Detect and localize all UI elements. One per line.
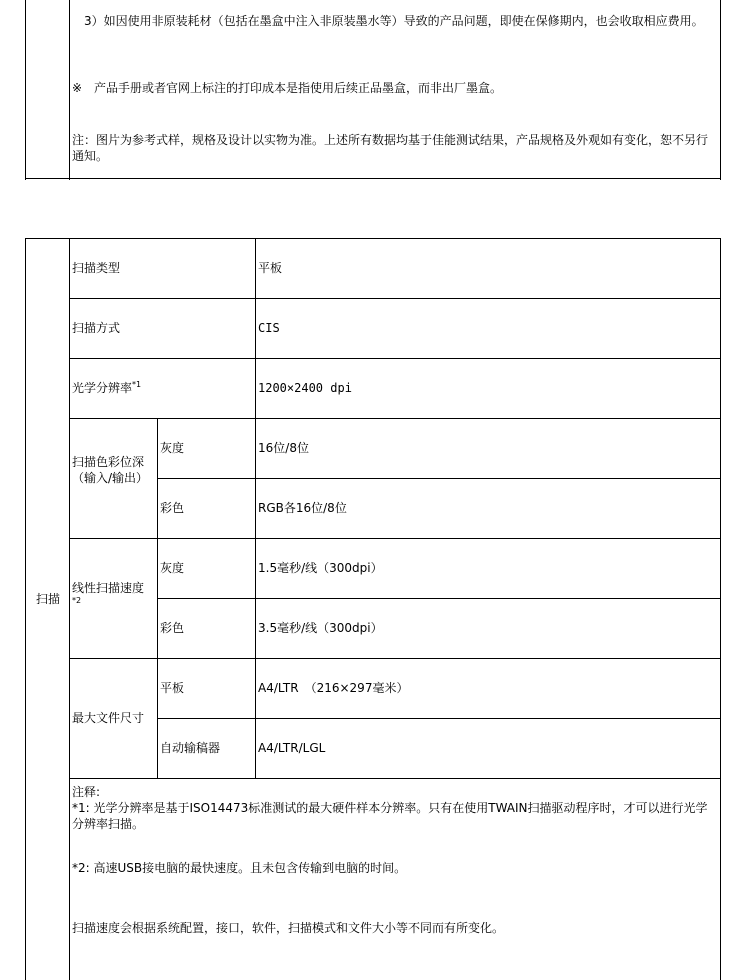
footnote-1: *1: 光学分辨率是基于ISO14473标准测试的最大硬件样本分辨率。只有在使用TWAIN扫描驱动程序时，才可以进行光学分辨率扫描。: [72, 801, 708, 831]
line-scan-speed-label: 线性扫描速度: [72, 581, 145, 595]
color-depth-label: 扫描色彩位深（输入/输出）: [72, 455, 149, 485]
section-label-scan: 扫描: [36, 592, 61, 606]
row-line-2: [69, 358, 721, 359]
optical-resolution-label: [72, 380, 141, 396]
color-value-depth: RGB各16位/8位: [258, 501, 347, 515]
optical-resolution-value: 1200×2400 dpi: [258, 381, 352, 395]
top-table-bottom-border: [25, 178, 721, 179]
scan-method-value: CIS: [258, 321, 280, 335]
scan-table-top-border: [25, 238, 721, 239]
row-line-7: [69, 658, 721, 659]
gray-label-speed: 灰度: [160, 561, 185, 575]
top-table-left-border: [25, 0, 26, 180]
note-non-genuine-supplies: 3）如因使用非原装耗材（包括在墨盒中注入非原装墨水等）导致的产品问题，即使在保修期内，也会收取相应费用。: [72, 14, 704, 28]
row-line-3: [69, 418, 721, 419]
scan-table-section-divider: [69, 238, 70, 980]
value-column-divider: [255, 238, 256, 778]
gray-label-depth: 灰度: [160, 441, 185, 455]
note-print-cost: ※ 产品手册或者官网上标注的打印成本是指使用后续正品墨盒，而非出厂墨盒。: [72, 81, 503, 95]
adf-label: 自动输稿器: [160, 741, 221, 755]
scan-method-label: 扫描方式: [72, 321, 121, 335]
color-value-speed: 3.5毫秒/线（300dpi）: [258, 621, 383, 635]
top-table-right-border: [720, 0, 721, 180]
adf-value: A4/LTR/LGL: [258, 741, 326, 755]
row-line-4: [157, 478, 721, 479]
scan-speed-note: 扫描速度会根据系统配置，接口，软件，扫描模式和文件大小等不同而有所变化。: [72, 921, 505, 935]
gray-value-depth: 16位/8位: [258, 441, 309, 455]
flatbed-value: A4/LTR （216×297毫米）: [258, 681, 409, 695]
footnote-ref-2: *2: [72, 596, 82, 605]
scan-table-left-border: [25, 238, 26, 980]
scan-table-right-border: [720, 238, 721, 980]
row-line-6: [157, 598, 721, 599]
top-notes-table: [0, 0, 750, 180]
optical-resolution-label-text: 光学分辨率: [72, 381, 133, 395]
scan-type-label: 扫描类型: [72, 261, 121, 275]
footnote-ref-1: *1: [132, 380, 142, 389]
row-line-1: [69, 298, 721, 299]
scan-type-value: 平板: [258, 261, 283, 275]
row-line-9: [69, 778, 721, 779]
max-document-size-label: 最大文件尺寸: [72, 711, 145, 725]
footnote-2: *2: 高速USB接电脑的最快速度。且未包含传输到电脑的时间。: [72, 861, 407, 875]
gray-value-speed: 1.5毫秒/线（300dpi）: [258, 561, 383, 575]
note-disclaimer: 注：图片为参考式样，规格及设计以实物为准。上述所有数据均基于佳能测试结果，产品规格及外观如有变化，恕不另行通知。: [72, 133, 709, 163]
row-line-5: [69, 538, 721, 539]
row-line-8: [157, 718, 721, 719]
color-label-speed: 彩色: [160, 621, 185, 635]
flatbed-label: 平板: [160, 681, 185, 695]
color-label-depth: 彩色: [160, 501, 185, 515]
notes-title: 注释:: [72, 785, 101, 799]
top-table-column-divider: [69, 0, 70, 180]
scan-spec-table: [0, 238, 750, 980]
